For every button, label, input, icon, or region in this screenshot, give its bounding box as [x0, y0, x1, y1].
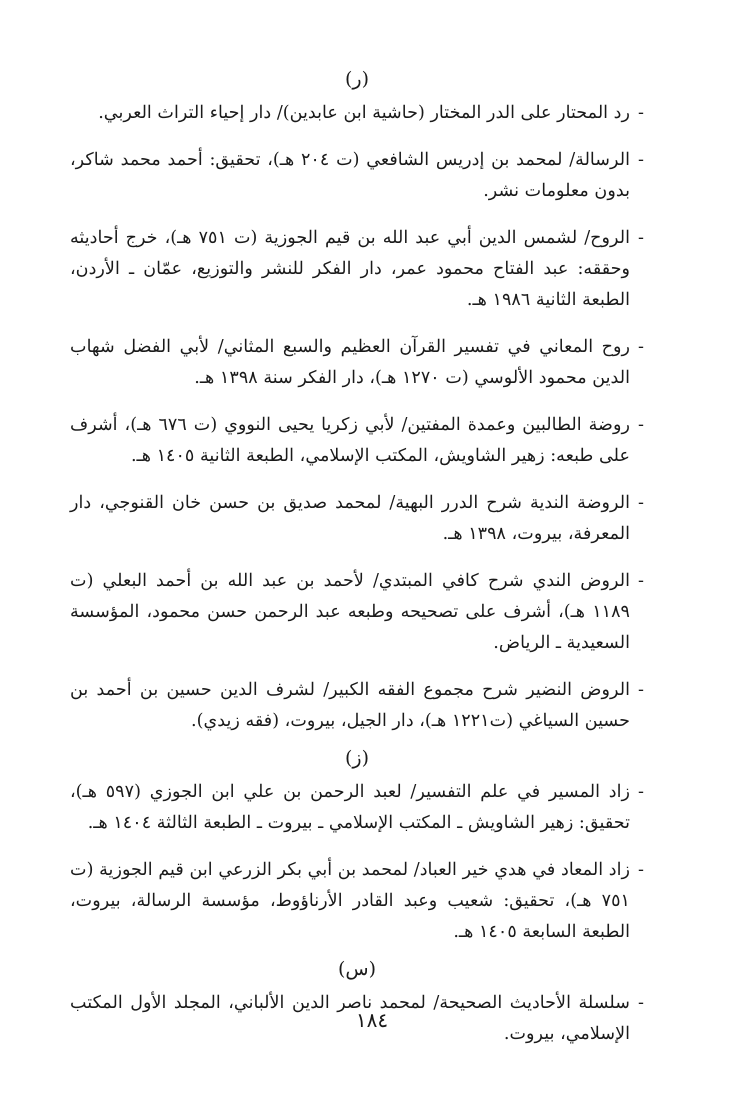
entry-dash: -	[638, 782, 644, 802]
entry-dash: -	[638, 150, 644, 170]
entry-dash: -	[638, 993, 644, 1013]
entry-text: رد المحتار على الدر المختار (حاشية ابن عابدين)/ دار إحياء التراث العربي.	[98, 103, 630, 123]
bibliography-entry	[70, 410, 644, 472]
bibliography-entry	[70, 566, 644, 659]
entry-text: الرسالة/ لمحمد بن إدريس الشافعي (ت ٢٠٤ هـ)، تحقيق: أحمد محمد شاكر، بدون معلومات نشر.	[70, 150, 630, 201]
entry-text: الروض الندي شرح كافي المبتدي/ لأحمد بن عبد الله بن أحمد البعلي (ت ١١٨٩ هـ)، أشرف على تصحيحه وطبعه عبد الرحمن حسن محمود، المؤسسة السعيدية ـ الرياض.	[70, 571, 630, 653]
entry-text: زاد المعاد في هدي خير العباد/ لمحمد بن أبي بكر الزرعي ابن قيم الجوزية (ت ٧٥١ هـ)، تحقيق: شعيب وعبد القادر الأرناؤوط، مؤسسة الرسالة، بيروت، الطبعة السابعة ١٤٠٥ هـ.	[70, 860, 630, 942]
entry-text: سلسلة الأحاديث الصحيحة/ لمحمد ناصر الدين الألباني، المجلد الأول المكتب الإسلامي، بيروت.	[70, 993, 630, 1044]
bibliography-entry	[70, 488, 644, 550]
section-zay	[70, 743, 644, 948]
entry-text: الروض النضير شرح مجموع الفقه الكبير/ لشرف الدين حسين بن أحمد بن حسين السياغي (ت١٢٢١ هـ)، دار الجيل، بيروت، (فقه زيدي).	[70, 680, 630, 731]
entry-dash: -	[638, 337, 644, 357]
entry-text: زاد المسير في علم التفسير/ لعبد الرحمن بن علي ابن الجوزي (٥٩٧ هـ)، تحقيق: زهير الشاويش ـ المكتب الإسلامي ـ بيروت ـ الطبعة الثالثة ١٤٠٤ هـ.	[70, 782, 630, 833]
bibliography-entry	[70, 675, 644, 737]
section-heading: (ز)	[344, 747, 369, 769]
bibliography-entry	[70, 855, 644, 948]
bibliography-page	[70, 64, 644, 1066]
entry-text: روح المعاني في تفسير القرآن العظيم والسبع المثاني/ لأبي الفضل شهاب الدين محمود الألوسي (ت ١٢٧٠ هـ)، دار الفكر سنة ١٣٩٨ هـ.	[70, 337, 630, 388]
bibliography-entry	[70, 145, 644, 207]
entry-dash: -	[638, 860, 644, 880]
bibliography-entry	[70, 223, 644, 316]
entry-dash: -	[638, 493, 644, 513]
entry-dash: -	[638, 680, 644, 700]
entry-dash: -	[638, 571, 644, 591]
section-heading: (ر)	[344, 68, 369, 90]
page-number: ١٨٤	[355, 1008, 389, 1032]
section-ra	[70, 64, 644, 737]
bibliography-entry	[70, 98, 644, 129]
section-sin	[70, 954, 644, 1050]
section-heading: (س)	[337, 958, 377, 980]
entry-dash: -	[638, 415, 644, 435]
entry-dash: -	[638, 228, 644, 248]
entry-text: الروضة الندية شرح الدرر البهية/ لمحمد صديق بن حسن خان القنوجي، دار المعرفة، بيروت، ١٣٩٨ هـ.	[70, 493, 630, 544]
bibliography-entry	[70, 777, 644, 839]
entry-text: الروح/ لشمس الدين أبي عبد الله بن قيم الجوزية (ت ٧٥١ هـ)، خرج أحاديثه وحققه: عبد الفتاح محمود عمر، دار الفكر للنشر والتوزيع، عمّان ـ الأردن، الطبعة الثانية ١٩٨٦ هـ.	[70, 228, 630, 310]
bibliography-entry	[70, 332, 644, 394]
entry-text: روضة الطالبين وعمدة المفتين/ لأبي زكريا يحيى النووي (ت ٦٧٦ هـ)، أشرف على طبعه: زهير الشاويش، المكتب الإسلامي، الطبعة الثانية ١٤٠٥ هـ.	[70, 415, 630, 466]
entry-dash: -	[638, 103, 644, 123]
